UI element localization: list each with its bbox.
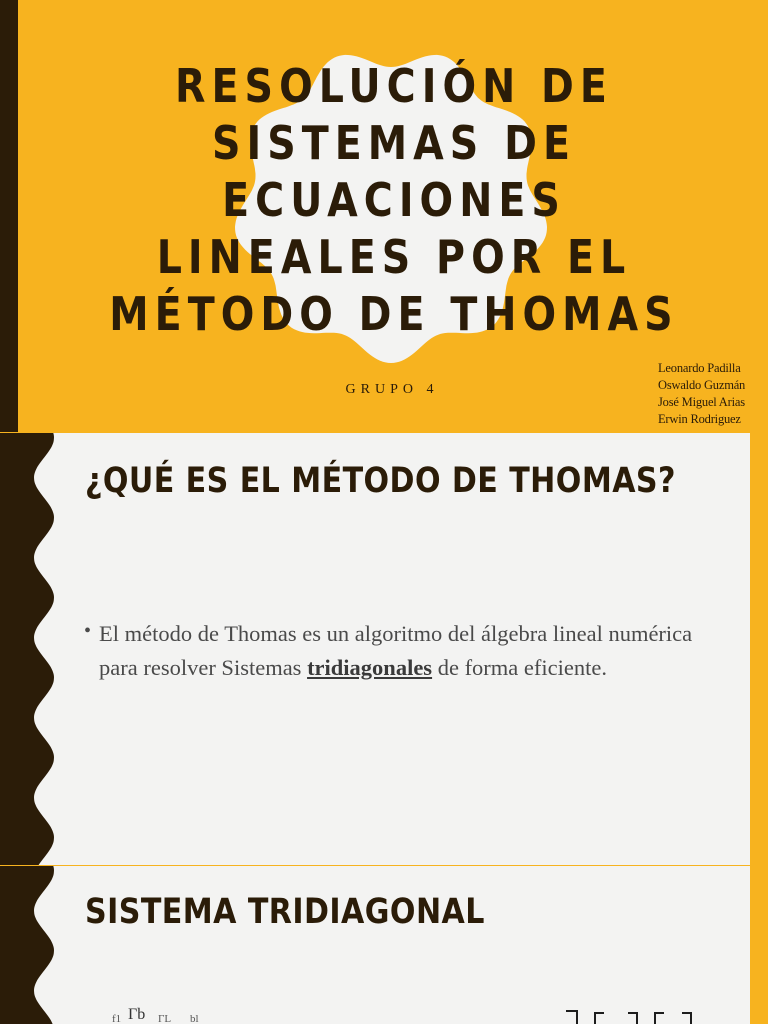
bullet-text-part: de forma eficiente. [432,654,607,680]
author-name: Leonardo Padilla [658,361,741,375]
bullet-icon: • [84,620,92,642]
matrix-fragment: ΓL [158,1013,172,1024]
matrix-bracket [654,1012,664,1024]
matrix-fragment: bl [190,1013,199,1024]
wavy-left-border [0,433,60,865]
matrix-fragment: f1 [112,1013,122,1024]
matrix-bracket [594,1012,604,1024]
slide-subtitle: GRUPO 4 [345,382,439,397]
author-name: José Miguel Arias [658,395,745,409]
wavy-left-border [0,866,60,1024]
bullet-text [84,617,694,684]
slide-heading: SISTEMA TRIDIAGONAL [85,892,485,932]
title-slide [0,0,768,432]
slide-heading: ¿QUÉ ES EL MÉTODO DE THOMAS? [85,461,676,501]
emphasized-term: tridiagonales [307,654,433,680]
definition-slide [0,433,768,865]
slide-title: RESOLUCIÓN DE SISTEMAS DE ECUACIONES LINEALES POR EL MÉTODO DE THOMAS [109,59,679,341]
author-name: Erwin Rodriguez [658,412,741,426]
tridiagonal-slide [0,866,768,1024]
bullet-text-part: El método de Thomas es un algoritmo del álgebra lineal numérica para resolver Sistemas [99,621,693,680]
matrix-bracket [566,1010,578,1024]
author-list [658,360,745,428]
bullet-point [84,617,694,684]
left-accent-bar [0,0,18,432]
matrix-fragment: Γb [128,1006,146,1023]
author-name: Oswaldo Guzmán [658,378,746,392]
matrix-bracket [628,1012,638,1024]
matrix-bracket [682,1012,692,1024]
